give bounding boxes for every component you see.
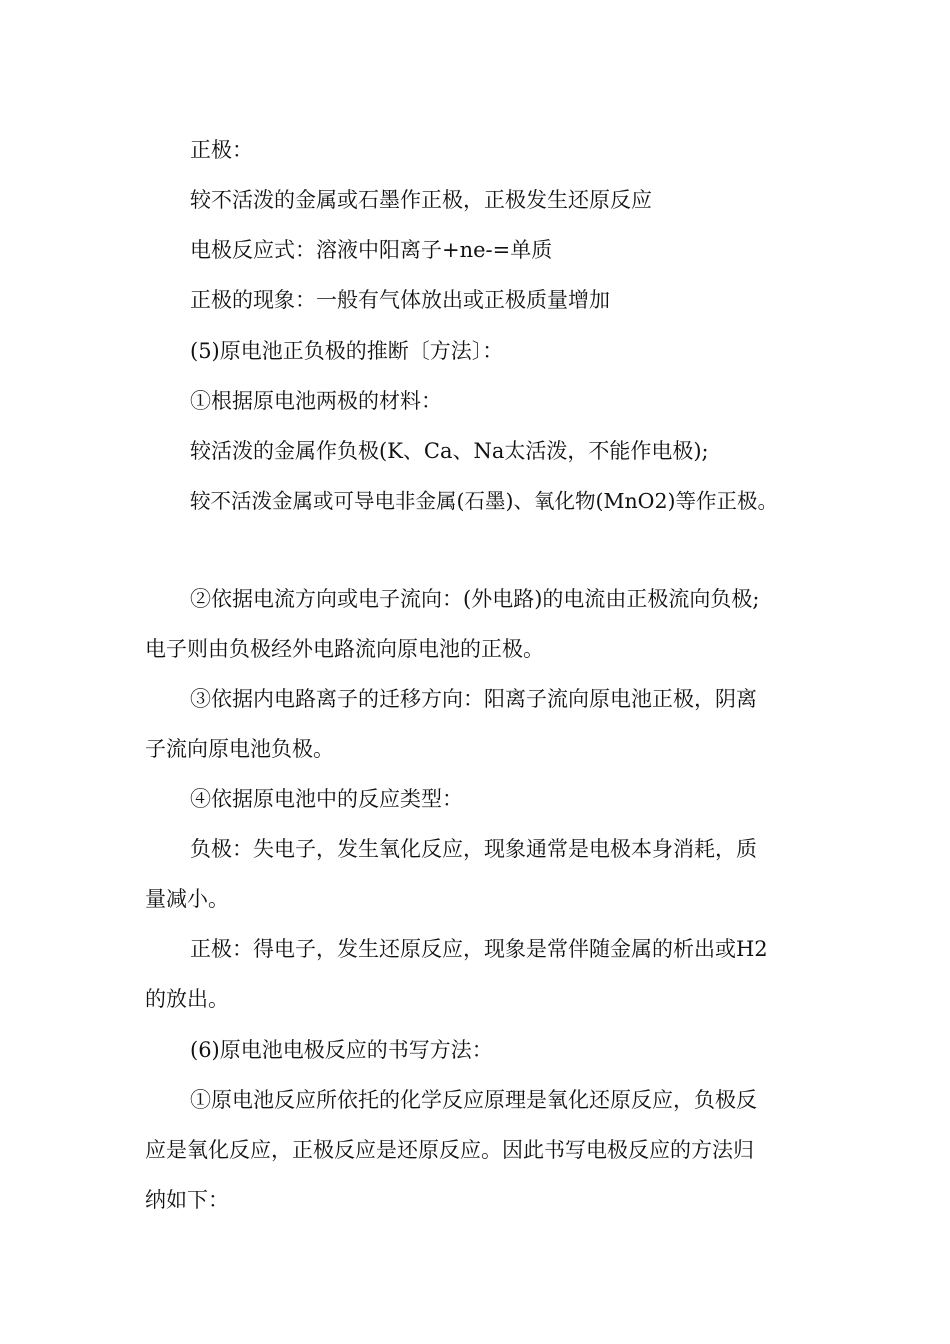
text-line: 的放出。 xyxy=(145,987,229,1011)
text-line: 纳如下： xyxy=(145,1188,229,1212)
text-line: ③依据内电路离子的迁移方向：阳离子流向原电池正极，阴离 xyxy=(190,687,757,711)
text-line: 应是氧化反应，正极反应是还原反应。因此书写电极反应的方法归 xyxy=(145,1138,754,1162)
text-line: ①原电池反应所依托的化学反应原理是氧化还原反应，负极反 xyxy=(190,1088,757,1112)
text-line: 较不活泼金属或可导电非金属(石墨)、氧化物(MnO2)等作正极。 xyxy=(190,489,779,513)
text-line: 子流向原电池负极。 xyxy=(145,737,334,761)
text-line: 量减小。 xyxy=(145,887,229,911)
text-line: 负极：失电子，发生氧化反应，现象通常是电极本身消耗，质 xyxy=(190,837,757,861)
text-line: 正极的现象：一般有气体放出或正极质量增加 xyxy=(190,288,610,312)
text-line: ①根据原电池两极的材料： xyxy=(190,389,442,413)
text-line: 电极反应式：溶液中阳离子+ne-=单质 xyxy=(190,238,553,262)
text-line: 较活泼的金属作负极(K、Ca、Na太活泼，不能作电极); xyxy=(190,439,709,463)
text-line: 较不活泼的金属或石墨作正极，正极发生还原反应 xyxy=(190,188,652,212)
text-line: ④依据原电池中的反应类型： xyxy=(190,787,463,811)
text-line: 电子则由负极经外电路流向原电池的正极。 xyxy=(145,637,544,661)
text-line: (5)原电池正负极的推断〔方法〕： xyxy=(190,339,504,363)
text-line: 正极： xyxy=(190,138,253,162)
text-line: 正极：得电子，发生还原反应，现象是常伴随金属的析出或H2 xyxy=(190,937,768,961)
text-line: (6)原电池电极反应的书写方法： xyxy=(190,1038,493,1062)
text-line: ②依据电流方向或电子流向：(外电路)的电流由正极流向负极; xyxy=(190,587,760,611)
